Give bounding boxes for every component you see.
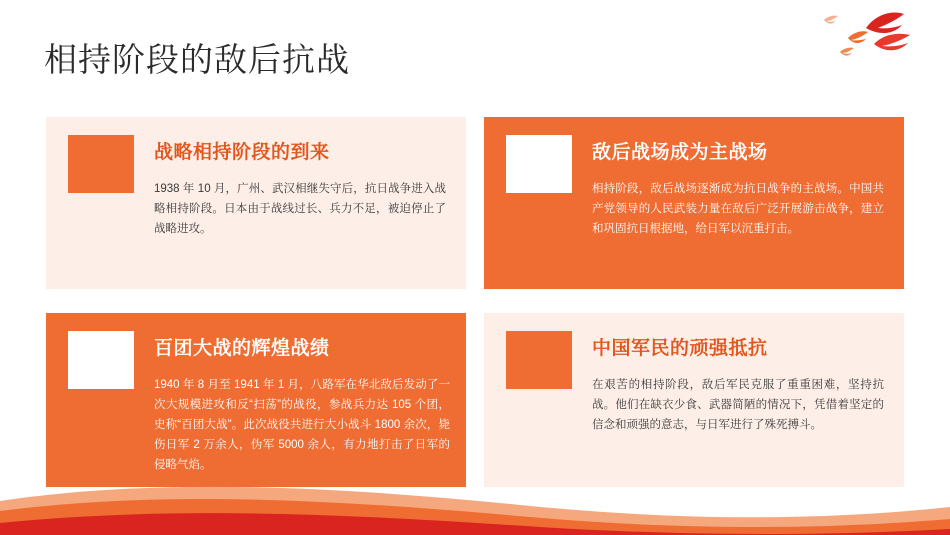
orange-square-icon (506, 331, 572, 389)
white-square-icon (506, 135, 572, 193)
card-heading: 敌后战场成为主战场 (592, 142, 768, 163)
content-card[interactable] (484, 313, 904, 487)
card-heading: 百团大战的辉煌战绩 (154, 338, 330, 359)
content-card[interactable] (46, 117, 466, 289)
white-square-icon (68, 331, 134, 389)
flying-birds-icon (804, 8, 924, 64)
orange-square-icon (68, 135, 134, 193)
card-body: 相持阶段，敌后战场逐渐成为抗日战争的主战场。中国共产党领导的人民武装力量在敌后广泛开展游击战争，建立和巩固抗日根据地，给日军以沉重打击。 (592, 183, 884, 235)
content-card[interactable] (46, 313, 466, 487)
card-heading: 中国军民的顽强抵抗 (592, 338, 768, 359)
content-cards (46, 117, 904, 487)
card-body: 1938 年 10 月，广州、武汉相继失守后，抗日战争进入战略相持阶段。日本由于战线过长、兵力不足，被迫停止了战略进攻。 (154, 183, 446, 235)
card-body: 在艰苦的相持阶段，敌后军民克服了重重困难，坚持抗战。他们在缺衣少食、武器简陋的情况下，凭借着坚定的信念和顽强的意志，与日军进行了殊死搏斗。 (592, 379, 884, 431)
card-body: 1940 年 8 月至 1941 年 1 月，八路军在华北敌后发动了一次大规模进攻和反“扫荡”的战役，参战兵力达 105 个团，史称“百团大战”。此次战役共进行大小战斗 1800 余次，毙伤日军 2 万余人，伪军 5000 余人，有力地打击了日军的侵略气焰。 (154, 379, 450, 471)
card-heading: 战略相持阶段的到来 (154, 142, 330, 163)
content-card[interactable] (484, 117, 904, 289)
page-title: 相持阶段的敌后抗战 (44, 41, 350, 78)
